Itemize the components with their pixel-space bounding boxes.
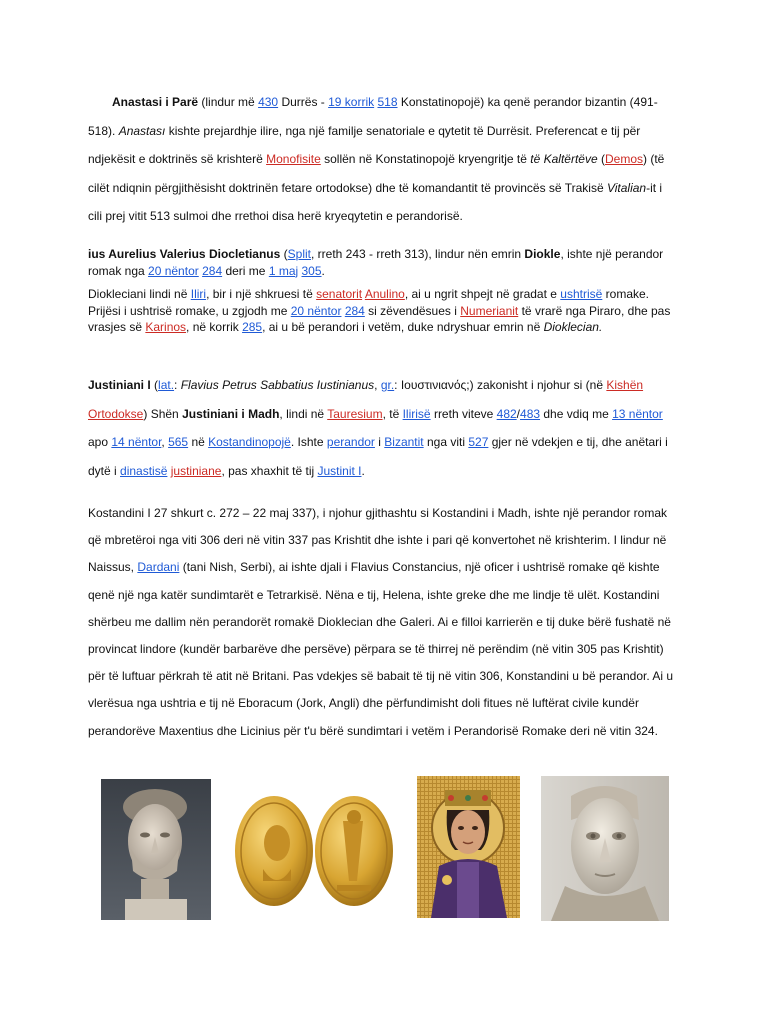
link-518[interactable]: 518 <box>377 95 398 109</box>
link-justinit-i[interactable]: Justinit I <box>317 463 362 478</box>
heading-anastasi: Anastasi i Parë <box>112 95 199 109</box>
paragraph-diocletianus <box>88 246 678 336</box>
link-284-2[interactable]: 284 <box>344 303 365 318</box>
link-19-korrik[interactable]: 19 korrik <box>328 95 375 109</box>
link-perandor[interactable]: perandor <box>326 435 375 449</box>
link-1-maj[interactable]: 1 maj <box>268 263 299 278</box>
link-dardani[interactable]: Dardani <box>137 560 180 575</box>
link-284[interactable]: 284 <box>202 263 223 278</box>
link-20-nentor[interactable]: 20 nëntor <box>148 263 199 278</box>
diocletian-bust-image <box>101 779 211 920</box>
gold-coins-image <box>233 781 395 919</box>
link-ushtrise[interactable]: ushtrisë <box>560 287 603 301</box>
constantine-head-image <box>541 776 669 921</box>
link-527[interactable]: 527 <box>468 435 489 449</box>
link-numerianit[interactable]: Numerianit <box>460 303 519 318</box>
link-tauresium[interactable]: Tauresium <box>327 406 383 421</box>
link-demos[interactable]: Demos <box>604 152 643 166</box>
link-13-nentor[interactable]: 13 nëntor <box>612 406 663 421</box>
diocletianus-body: Diokleciani lindi në Iliri, bir i një shkruesi të senatorit Anulino, ai u ngrit shpejt në gradat e ushtrisë romake. Prijësi i ushtrisë romake, u zgjodh me 20 nëntor 284 si zëvendësues i Numerianit të vrarë nga Piraro, dhe pas vrasjes së Karinos, në korrik 285, ai u bë perandori i vetëm, duke ndryshuar emrin në Dioklecian. <box>88 287 671 334</box>
link-dinastise[interactable]: dinastisë <box>120 463 168 478</box>
diocletianus-intro: ius Aurelius Valerius Diocletianus (Split, rreth 243 - rreth 313), lindur nën emrin Diokle, ishte një perandor romak nga 20 nëntor 284 deri me 1 maj 305. <box>88 247 664 278</box>
link-iliri[interactable]: Iliri <box>190 287 207 301</box>
link-gr[interactable]: gr. <box>380 378 395 392</box>
link-monofisite[interactable]: Monofisite <box>266 152 321 166</box>
paragraph-anastasi: Anastasi i Parë (lindur më 430 Durrës - 19 korrik 518 Konstatinopojë) ka qenë perandor bizantin (491-518). Anastası kishte prejardhje ilire, nga një familje senatoriale e qytetit të Durrësit. Preferencat e tij për ndjekësit e doktrinës së krishterë Monofisite sollën në Konstatinopojë kryengritje të të Kaltërtëve (Demos) (të cilët ndiqnin përgjithësisht doktrinën fetare ortodokse) dhe të komandantit të provincës së Trakisë Vitalian-it i cili prej vitit 513 sulmoi dhe rrethoi disa herë kryeqytetin e perandorisë. <box>88 95 665 223</box>
link-482[interactable]: 482 <box>496 406 517 421</box>
link-14-nentor[interactable]: 14 nëntor <box>111 435 162 449</box>
link-565[interactable]: 565 <box>168 435 189 449</box>
link-lat[interactable]: lat. <box>158 378 175 392</box>
heading-diocletianus: ius Aurelius Valerius Diocletianus <box>88 247 281 261</box>
link-anulino[interactable]: Anulino <box>364 287 405 301</box>
link-ilirise[interactable]: Ilirisë <box>402 406 431 421</box>
link-senatorit[interactable]: senatorit <box>316 287 363 301</box>
paragraph-kostandini: Kostandini I 27 shkurt c. 272 – 22 maj 337), i njohur gjithashtu si Kostandini i Madh, ishte një perandor romak që mbretëroi nga viti 306 deri në vitin 337 pas Krishtit dhe ishte i pari që konvertohet në krishterim. I lindur në Naissus, Dardani (tani Nish, Serbi), ai ishte djali i Flavius Constancius, një oficer i ushtrisë romake që kishte qenë një nga katër sundimtarët e Tetrarkisë. Nëna e tij, Helena, ishte greke dhe me lindje të ulët. Kostandini shërbeu me dallim nën perandorët romakë Dioklecian dhe Galeri. Ai e filloi karrierën e tij duke bërë fushatë në provincat lindore (kundër barbarëve dhe persëve) përpara se të thirrej në perëndim (në vitin 305 pas Krishtit) për të luftuar përkrah të atit në Britani. Pas vdekjes së babait të tij në vitin 306, Konstandini u bë perandor. Ai u vlerësua nga ushtria e tij në Eboracum (Jork, Angli) dhe përfundimisht doli fitues në luftërat civile kundër perandorëve Maxentius dhe Licinius për t'u bërë sundimtari i vetëm i Perandorisë Romake deri në vitin 324. <box>88 506 674 738</box>
link-kostandinopoje[interactable]: Kostandinopojë <box>208 435 291 449</box>
link-kishen-ortodokse[interactable]: Kishën Ortodokse <box>88 378 644 421</box>
link-483[interactable]: 483 <box>520 406 541 421</box>
heading-justiniani: Justiniani I <box>88 378 151 392</box>
paragraph-justiniani: Justiniani I (lat.: Flavius Petrus Sabbatius Iustinianus, gr.: Ιουστινιανός;) zakonisht i njohur si (në Kishën Ortodokse) Shën Justiniani i Madh, lindi në Tauresium, të Ilirisë rreth viteve 482/483 dhe vdiq me 13 nëntor apo 14 nëntor, 565 në Kostandinopojë. Ishte perandor i Bizantit nga viti 527 gjer në vdekjen e tij, dhe anëtari i dytë i dinastisë justiniane, pas xhaxhit të tij Justinit I. <box>88 378 668 478</box>
link-285[interactable]: 285 <box>242 320 263 334</box>
justinian-mosaic-image <box>417 776 520 918</box>
link-305[interactable]: 305 <box>301 263 322 278</box>
link-justiniane[interactable]: justiniane <box>170 463 222 478</box>
link-karinos[interactable]: Karinos <box>145 320 187 334</box>
spacer <box>88 279 678 286</box>
link-430[interactable]: 430 <box>258 95 279 109</box>
link-bizantit[interactable]: Bizantit <box>384 435 424 449</box>
link-split[interactable]: Split <box>287 247 311 261</box>
link-20-nentor-2[interactable]: 20 nëntor <box>290 303 342 318</box>
